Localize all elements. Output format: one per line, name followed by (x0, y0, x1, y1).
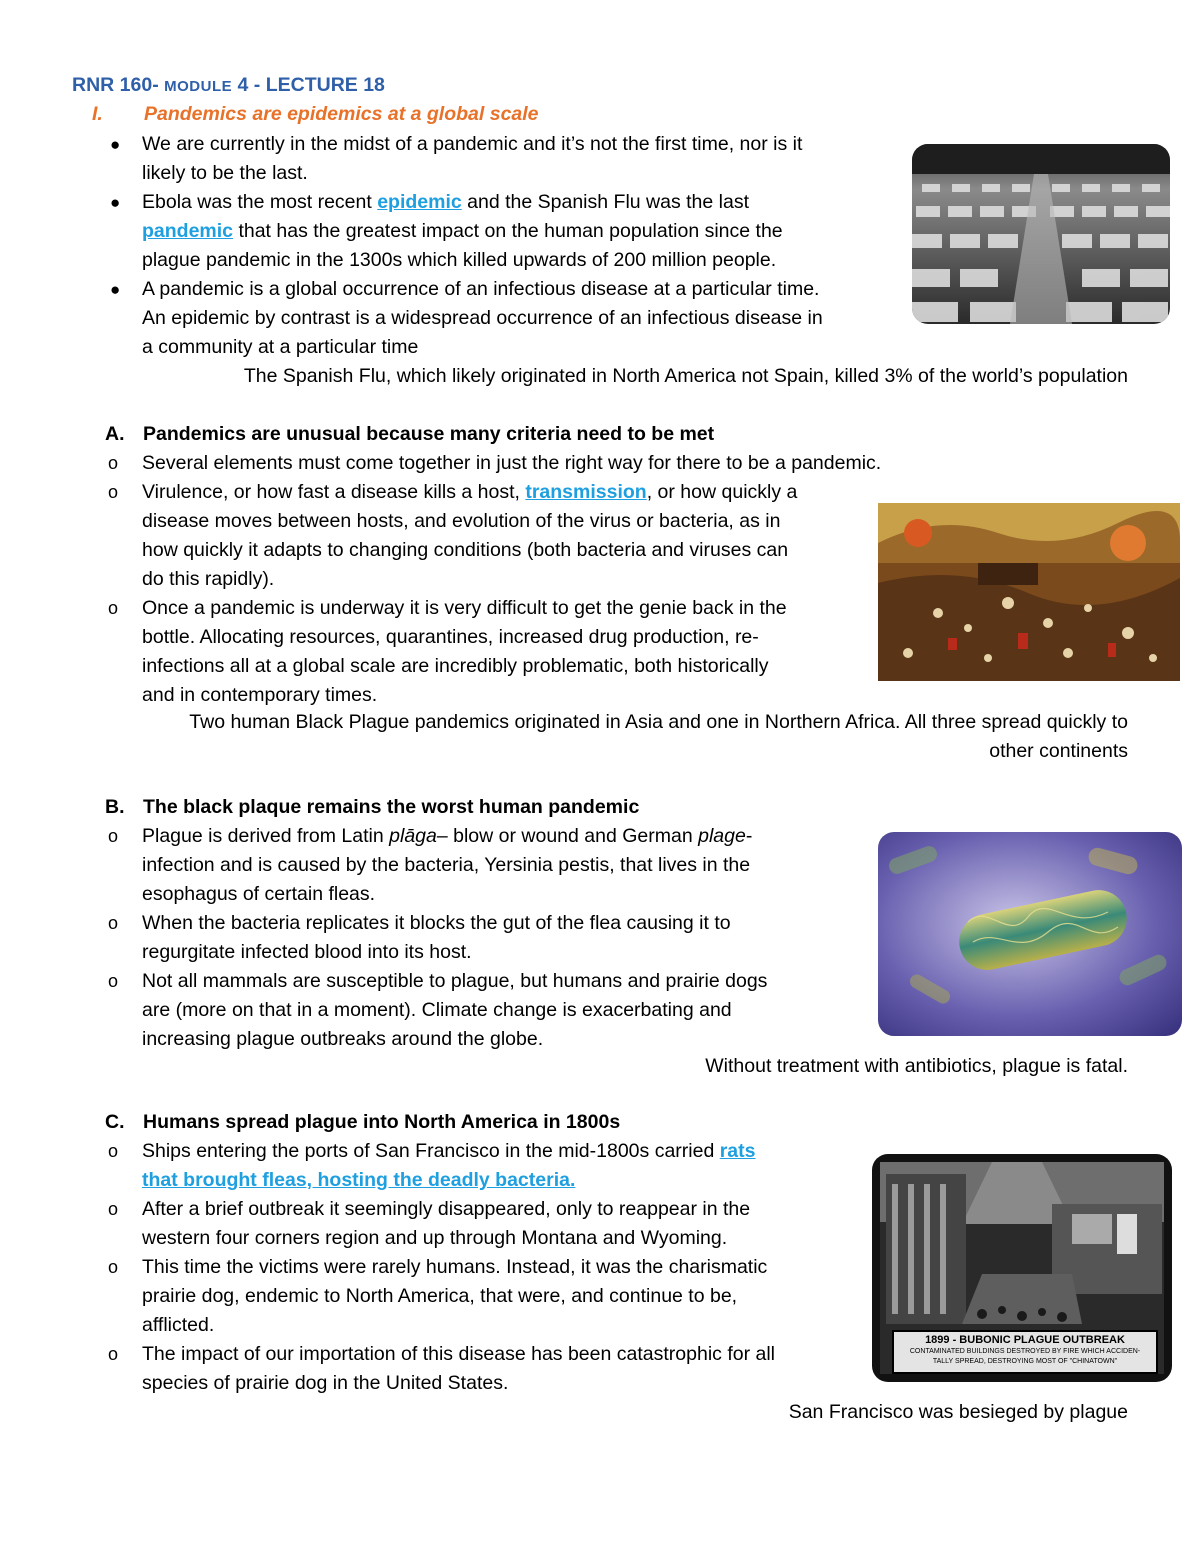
list-item-text: regurgitate infected blood into its host. (142, 941, 472, 963)
link-pandemic[interactable]: pandemic (142, 220, 234, 242)
bullet-icon: ● (110, 135, 121, 154)
list-item-text: species of prairie dog in the United States. (142, 1372, 509, 1394)
bullet-text: a community at a particular time (142, 336, 419, 358)
list-item-text: western four corners region and up through Montana and Wyoming. (142, 1227, 728, 1249)
link-rats[interactable]: rats (719, 1140, 756, 1162)
open-bullet-icon: o (108, 482, 119, 502)
open-bullet-icon: o (108, 1257, 119, 1277)
list-item-text: When the bacteria replicates it blocks the gut of the flea causing it to (142, 912, 731, 934)
link-fleas-bacteria[interactable]: that brought fleas, hosting the deadly bacteria. (142, 1169, 576, 1191)
list-item-text: Once a pandemic is underway it is very difficult to get the genie back in the (142, 597, 787, 619)
list-item-text: Several elements must come together in just the right way for there to be a pandemic. (142, 452, 882, 474)
bullet-text: pandemic that has the greatest impact on the human population since the (142, 220, 783, 242)
list-item-text: The impact of our importation of this disease has been catastrophic for all (142, 1343, 775, 1365)
photo-flu-ward (912, 144, 1170, 324)
list-item-text: Not all mammals are susceptible to plague, but humans and prairie dogs (142, 970, 768, 992)
bullet-text: We are currently in the midst of a pandemic and it’s not the first time, nor is it (142, 133, 803, 155)
open-bullet-icon: o (108, 453, 119, 473)
page-title: RNR 160- MODULE 4 - LECTURE 18 (72, 74, 385, 96)
open-bullet-icon: o (108, 971, 119, 991)
open-bullet-icon: o (108, 1141, 119, 1161)
bullet-icon: ● (110, 193, 121, 212)
bullet-text: An epidemic by contrast is a widespread occurrence of an infectious disease in (142, 307, 823, 329)
photo-caption-spanish-flu: The Spanish Flu, which likely originated in North America not Spain, killed 3% of the world’s population (243, 365, 1128, 387)
module-word: MODULE (164, 78, 233, 95)
open-bullet-icon: o (108, 1344, 119, 1364)
photo-caption-antibiotics: Without treatment with antibiotics, plague is fatal. (705, 1055, 1128, 1077)
list-item-text: disease moves between hosts, and evolution of the virus or bacteria, as in (142, 510, 781, 532)
list-item-text: prairie dog, endemic to North America, that were, and continue to be, (142, 1285, 738, 1307)
open-bullet-icon: o (108, 826, 119, 846)
open-bullet-icon: o (108, 913, 119, 933)
section-a-heading: A. Pandemics are unusual because many criteria need to be met (105, 423, 715, 445)
list-item-text: how quickly it adapts to changing conditions (both bacteria and viruses can (142, 539, 789, 561)
link-transmission[interactable]: transmission (525, 481, 647, 503)
link-epidemic[interactable]: epidemic (377, 191, 462, 213)
list-item-text: Virulence, or how fast a disease kills a host, transmission, or how quickly a (142, 481, 798, 503)
list-item-text: increasing plague outbreaks around the globe. (142, 1028, 544, 1050)
bullet-text: A pandemic is a global occurrence of an infectious disease at a particular time. (142, 278, 820, 300)
bullet-icon: ● (110, 280, 121, 299)
painting-triumph-of-death (878, 503, 1180, 681)
list-item-text: infection and is caused by the bacteria, Yersinia pestis, that lives in the (142, 854, 751, 876)
list-item-text: and in contemporary times. (142, 684, 378, 706)
photo-1899-plague-outbreak (872, 1154, 1172, 1382)
list-item-text: afflicted. (142, 1314, 215, 1336)
section-b-heading: B. The black plaque remains the worst human pandemic (105, 796, 640, 818)
open-bullet-icon: o (108, 598, 119, 618)
list-item-text: are (more on that in a moment). Climate change is exacerbating and (142, 999, 732, 1021)
section-i-heading: I. Pandemics are epidemics at a global scale (92, 103, 539, 125)
open-bullet-icon: o (108, 1199, 119, 1219)
illustration-yersinia-bacteria (878, 832, 1182, 1036)
list-item-text: do this rapidly). (142, 568, 275, 590)
bullet-text: Ebola was the most recent epidemic and the Spanish Flu was the last (142, 191, 750, 213)
list-item-text: bottle. Allocating resources, quarantines, increased drug production, re- (142, 626, 759, 648)
list-item-text (142, 1166, 575, 1195)
photo-caption-black-plague: Two human Black Plague pandemics originated in Asia and one in Northern Africa. All three spread quickly to other continents (189, 711, 1128, 762)
list-item-text: esophagus of certain fleas. (142, 883, 376, 905)
bullet-text: plague pandemic in the 1300s which killed upwards of 200 million people. (142, 249, 777, 271)
bullet-text: likely to be the last. (142, 162, 308, 184)
list-item-text: This time the victims were rarely humans. Instead, it was the charismatic (142, 1256, 768, 1278)
photo-sign-plaque: 1899 - BUBONIC PLAGUE OUTBREAK CONTAMINATED BUILDINGS DESTROYED BY FIRE WHICH ACCIDEN- TALLY SPREAD, DESTROYING MOST OF "CHINATOWN" (892, 1330, 1158, 1374)
list-item-text: Plague is derived from Latin plāga– blow or wound and German plage- (142, 825, 753, 847)
section-c-heading: C. Humans spread plague into North America in 1800s (105, 1111, 621, 1133)
list-item-text: Ships entering the ports of San Francisco in the mid-1800s carried rats (142, 1140, 756, 1162)
list-item-text: After a brief outbreak it seemingly disappeared, only to reappear in the (142, 1198, 751, 1220)
photo-caption-san-francisco: San Francisco was besieged by plague (788, 1401, 1128, 1423)
list-item-text: infections all at a global scale are incredibly problematic, both historically (142, 655, 769, 677)
